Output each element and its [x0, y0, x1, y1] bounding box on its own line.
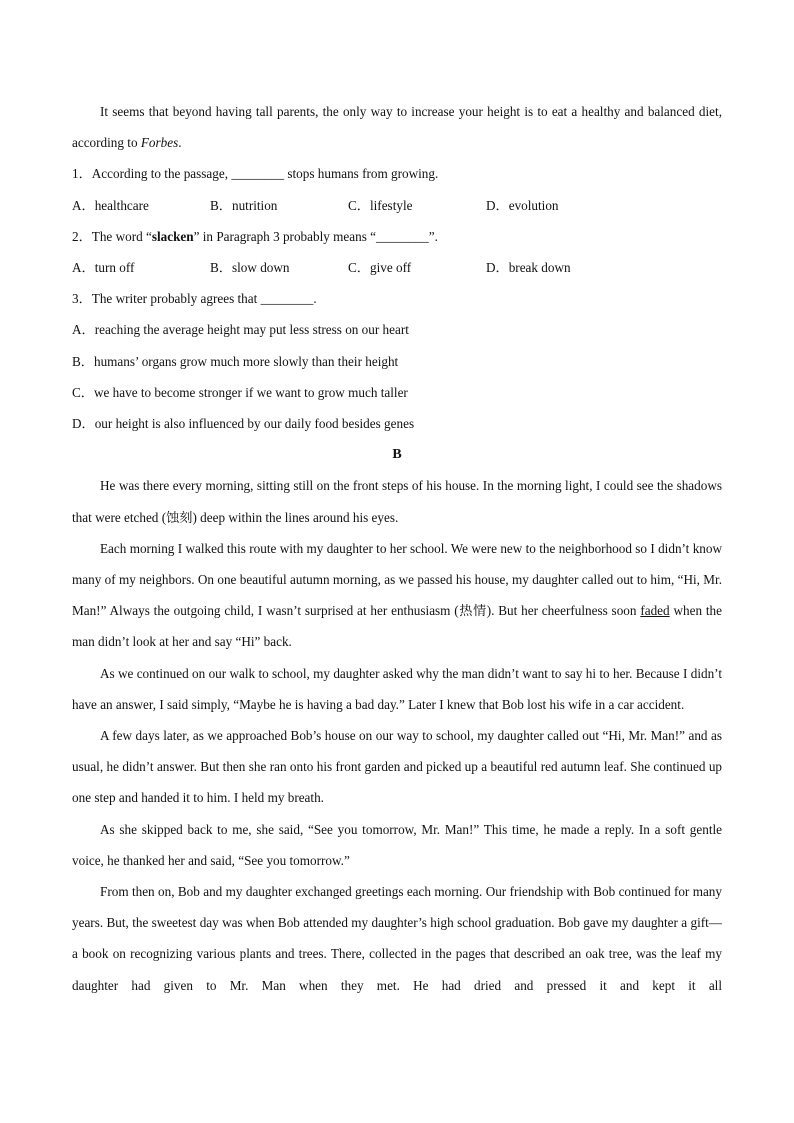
answer-blank: ________ — [375, 228, 429, 244]
answer-blank: ________ — [260, 291, 314, 307]
paragraph-1: He was there every morning, sitting still on the front steps of his house. In the morning light, I could see the shadows that were etched (蚀刻) deep within the lines around his eyes. — [72, 478, 722, 525]
intro-paragraph: It seems that beyond having tall parents, the only way to increase your height is to eat a healthy and balanced diet, according to Forbes. — [72, 104, 722, 151]
option-c: C．lifestyle — [348, 197, 413, 213]
paragraph-5: As she skipped back to me, she said, “See you tomorrow, Mr. Man!” This time, he made a reply. In a soft gentle voice, he thanked her and said, “See you tomorrow.” — [72, 821, 722, 868]
section-title: B — [392, 447, 402, 463]
paragraph-4: A few days later, as we approached Bob’s house on our way to school, my daughter called out “Hi, Mr. Man!” and as usual, he didn’t answer. But then she ran onto his front garden and picked up a beautiful red autumn leaf. She continued up one step and handed it to him. I held my breath. — [72, 728, 722, 806]
paragraph-6: From then on, Bob and my daughter exchanged greetings each morning. Our friendship with Bob continued for many years. But, the sweetest day was when Bob attended my daughter’s high school graduation. Bob gave my daughter a gift—a book on recognizing various plants and trees. There, collected in the pages that described an oak tree, was the leaf my daughter had given to Mr. Man when they met. He had dried and pressed it and kept it all — [72, 884, 722, 993]
option-a: A．healthcare — [72, 197, 149, 213]
option-d: D．break down — [486, 260, 571, 276]
intro-text: It seems that beyond having tall parents, the only way to increase your height is to eat a healthy and balanced diet, according to — [72, 104, 722, 151]
question-2-options — [72, 252, 722, 283]
document-page — [72, 96, 722, 1001]
option-b: B．slow down — [210, 260, 290, 276]
intro-source: Forbes — [140, 135, 179, 151]
keyword: slacken — [151, 228, 194, 244]
option-a: A．reaching the average height may put less stress on our heart — [72, 322, 409, 338]
option-d: D．evolution — [486, 197, 559, 213]
question-2: 2．The word “slacken” in Paragraph 3 probably means “________”. — [72, 228, 438, 244]
option-b: B．nutrition — [210, 197, 278, 213]
question-1-options — [72, 190, 722, 221]
paragraph-3: As we continued on our walk to school, my daughter asked why the man didn’t want to say hi to her. Because I didn’t have an answer, I said simply, “Maybe he is having a bad day.” Later I knew that Bob lost his wife in a car accident. — [72, 665, 722, 712]
option-b: B．humans’ organs grow much more slowly than their height — [72, 353, 399, 369]
question-3: 3．The writer probably agrees that ________. — [72, 291, 317, 307]
paragraph-2: Each morning I walked this route with my daughter to her school. We were new to the neighborhood so I didn’t know many of my neighbors. On one beautiful autumn morning, as we passed his house, my daughter called out to him, “Hi, Mr. Man!” Always the outgoing child, I wasn’t surprised at her enthusiasm (热情). But her cheerfulness soon faded when the man didn’t look at her and say “Hi” back. — [72, 540, 722, 650]
question-1: 1．According to the passage, ________ stops humans from growing. — [72, 166, 439, 182]
answer-blank: ________ — [231, 166, 285, 182]
option-c: C．give off — [348, 260, 412, 276]
option-c: C．we have to become stronger if we want to grow much taller — [72, 384, 408, 400]
option-d: D．our height is also influenced by our daily food besides genes — [72, 416, 415, 432]
underlined-word: faded — [640, 603, 670, 619]
option-a: A．turn off — [72, 260, 135, 276]
